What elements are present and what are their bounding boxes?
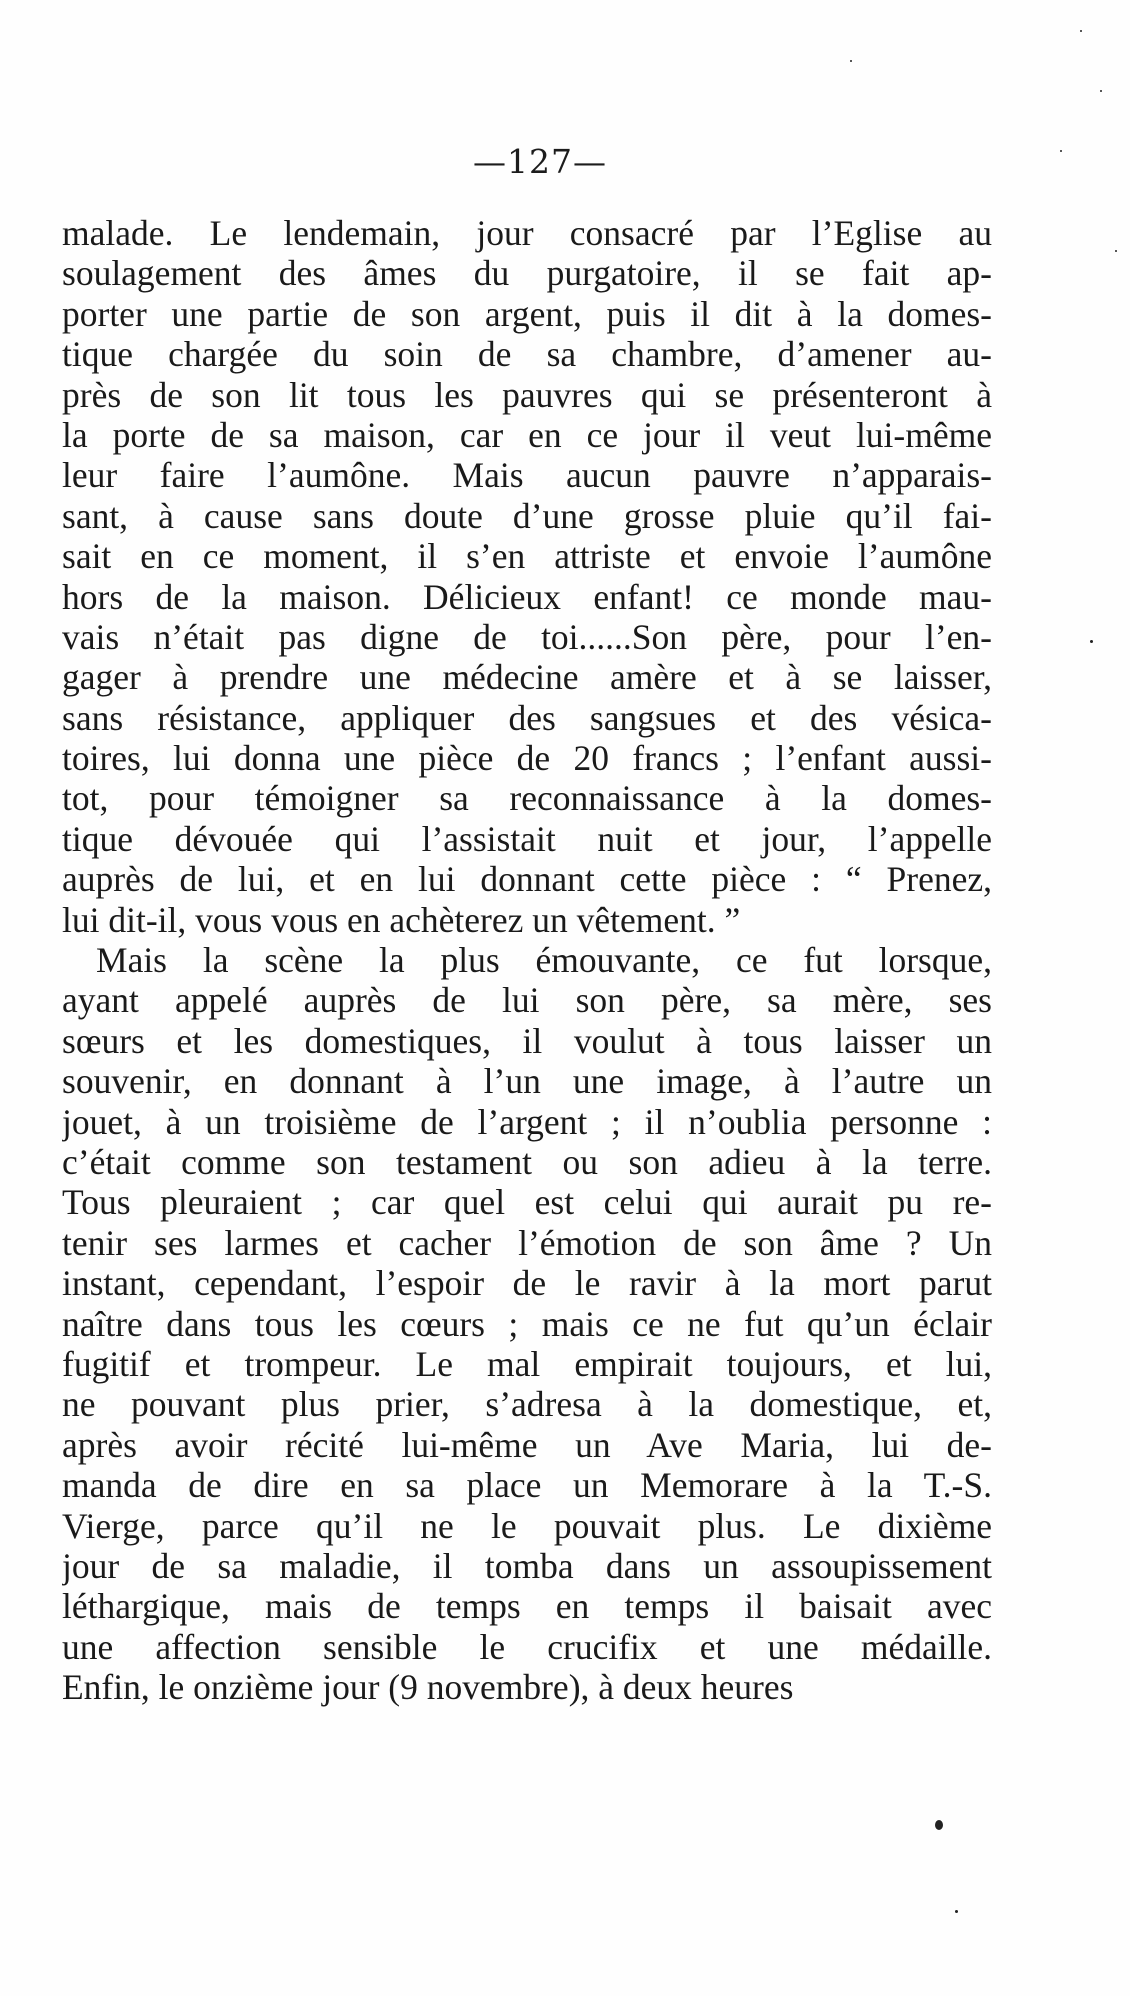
body-text bbox=[62, 213, 992, 1707]
text-line: après avoir récité lui-même un Ave Maria, lui de- bbox=[62, 1424, 992, 1465]
text-line: sans résistance, appliquer des sangsues et des vésica- bbox=[62, 697, 992, 738]
text-line: sant, à cause sans doute d’une grosse pluie qu’il fai- bbox=[62, 495, 992, 536]
text-line: sait en ce moment, il s’en attriste et envoie l’aumône bbox=[62, 536, 992, 577]
text-line: une affection sensible le crucifix et une médaille. bbox=[62, 1626, 992, 1667]
text-line: sœurs et les domestiques, il voulut à tous laisser un bbox=[62, 1020, 992, 1061]
text-line: près de son lit tous les pauvres qui se présenteront à bbox=[62, 374, 992, 415]
ink-speck bbox=[955, 1910, 958, 1913]
text-line: vais n’était pas digne de toi......Son père, pour l’en- bbox=[62, 616, 992, 657]
ink-speck bbox=[1100, 90, 1102, 92]
text-line: manda de dire en sa place un Memorare à la T.-S. bbox=[62, 1465, 992, 1506]
text-line: ne pouvant plus prier, s’adresa à la domestique, et, bbox=[62, 1384, 992, 1425]
text-line: souvenir, en donnant à l’un une image, à l’autre un bbox=[62, 1061, 992, 1102]
ink-speck bbox=[1060, 150, 1062, 152]
ink-speck bbox=[1090, 640, 1093, 643]
ink-speck bbox=[1080, 30, 1082, 32]
text-line: tique chargée du soin de sa chambre, d’amener au- bbox=[62, 334, 992, 375]
text-line: ayant appelé auprès de lui son père, sa mère, ses bbox=[62, 980, 992, 1021]
text-line: malade. Le lendemain, jour consacré par l’Eglise au bbox=[62, 213, 992, 253]
text-line: la porte de sa maison, car en ce jour il veut lui-même bbox=[62, 414, 992, 455]
text-line: tenir ses larmes et cacher l’émotion de son âme ? Un bbox=[62, 1222, 992, 1263]
text-line: auprès de lui, et en lui donnant cette pièce : “ Prenez, bbox=[62, 859, 992, 900]
text-line: porter une partie de son argent, puis il dit à la domes- bbox=[62, 293, 992, 334]
text-line: tot, pour témoigner sa reconnaissance à la domes- bbox=[62, 778, 992, 819]
text-line: instant, cependant, l’espoir de le ravir à la mort parut bbox=[62, 1263, 992, 1304]
text-line: soulagement des âmes du purgatoire, il se fait ap- bbox=[62, 253, 992, 294]
text-line: Vierge, parce qu’il ne le pouvait plus. Le dixième bbox=[62, 1505, 992, 1546]
text-line: gager à prendre une médecine amère et à se laisser, bbox=[62, 657, 992, 698]
ink-speck bbox=[850, 60, 852, 62]
text-line: Mais la scène la plus émouvante, ce fut lorsque, bbox=[96, 940, 992, 981]
text-line: Tous pleuraient ; car quel est celui qui aurait pu re- bbox=[62, 1182, 992, 1223]
text-line: lui dit-il, vous vous en achèterez un vêtement. ” bbox=[62, 899, 741, 940]
text-line: jour de sa maladie, il tomba dans un assoupissement bbox=[62, 1545, 992, 1586]
page-number: —127— bbox=[473, 142, 607, 181]
text-line: naître dans tous les cœurs ; mais ce ne fut qu’un éclair bbox=[62, 1303, 992, 1344]
text-line: fugitif et trompeur. Le mal empirait toujours, et lui, bbox=[62, 1343, 992, 1384]
text-line: Enfin, le onzième jour (9 novembre), à deux heures bbox=[62, 1667, 794, 1708]
ink-speck bbox=[935, 1820, 943, 1830]
text-line: jouet, à un troisième de l’argent ; il n’oublia personne : bbox=[62, 1101, 992, 1142]
text-line: leur faire l’aumône. Mais aucun pauvre n’apparais- bbox=[62, 455, 992, 496]
text-line: tique dévouée qui l’assistait nuit et jour, l’appelle bbox=[62, 818, 992, 859]
text-line: léthargique, mais de temps en temps il baisait avec bbox=[62, 1586, 992, 1627]
text-line: toires, lui donna une pièce de 20 francs ; l’enfant aussi- bbox=[62, 738, 992, 779]
text-line: c’était comme son testament ou son adieu à la terre. bbox=[62, 1141, 992, 1182]
ink-speck bbox=[1115, 250, 1117, 252]
text-line: hors de la maison. Délicieux enfant! ce monde mau- bbox=[62, 576, 992, 617]
